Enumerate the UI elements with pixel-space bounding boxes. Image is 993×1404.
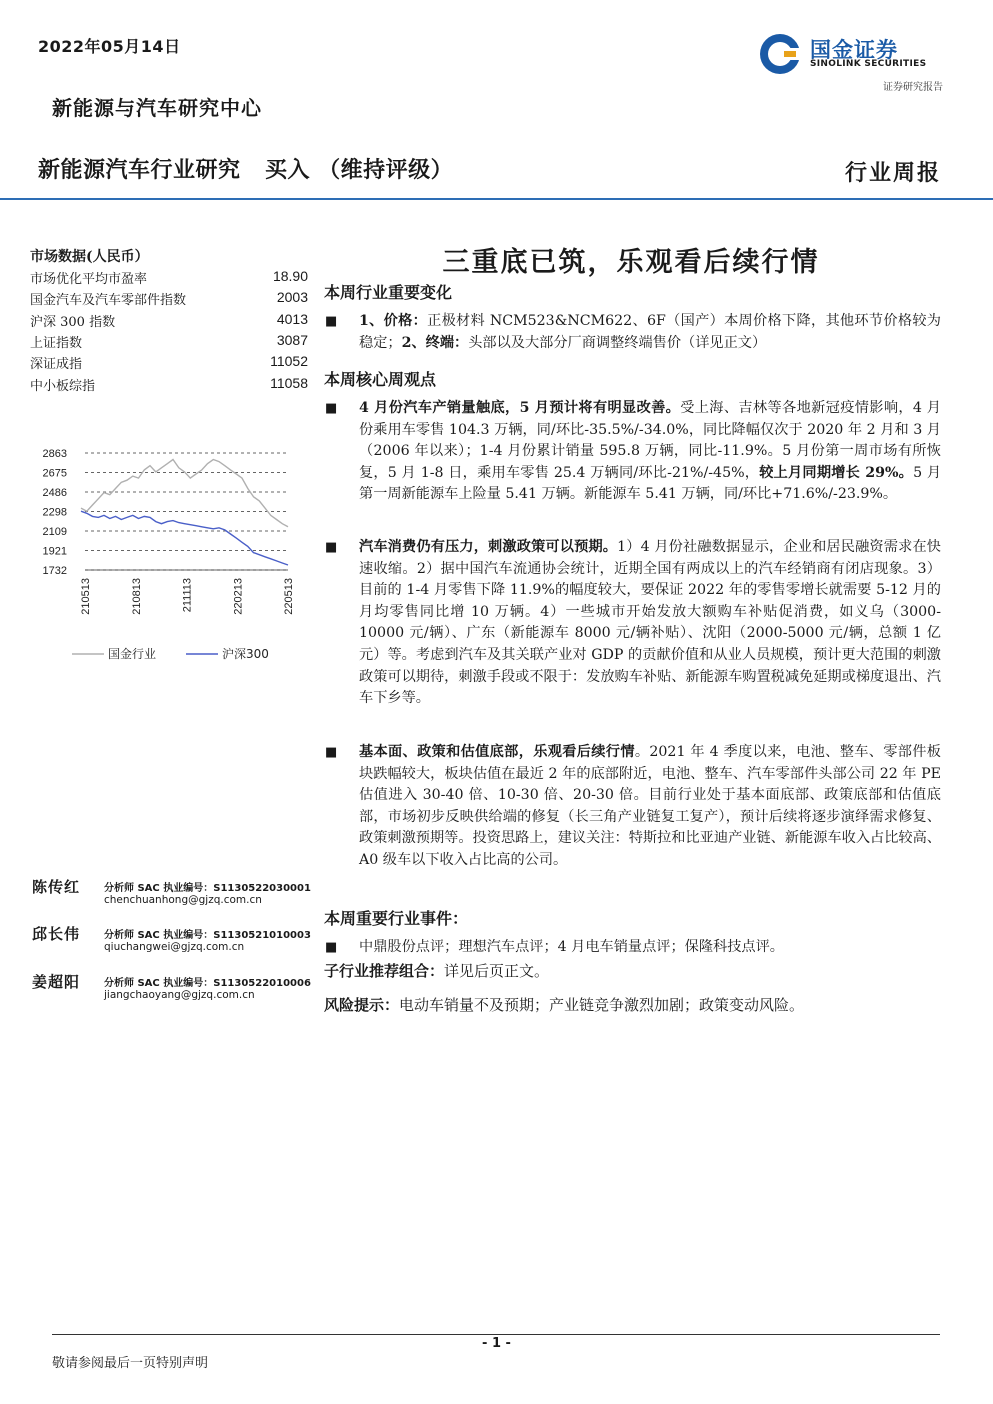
market-row-value: 3087 [276, 332, 308, 348]
core-view-1-highlight: 较上月同期增长 29%。 [759, 464, 914, 481]
market-row [30, 332, 308, 353]
analyst-email[interactable]: chenchuanhong@gjzq.com.cn [104, 894, 262, 906]
portfolio-text: 详见后页正文。 [444, 962, 550, 980]
company-logo [758, 32, 944, 76]
market-row-label: 国金汽车及汽车零部件指数 [30, 293, 187, 308]
header-divider [0, 198, 993, 200]
chart-y-tick-label: 2863 [42, 448, 67, 460]
bullet-square-icon: ■ [325, 401, 338, 416]
portfolio-label: 子行业推荐组合： [324, 962, 445, 980]
section-core-views: 本周核心周观点 [324, 370, 437, 389]
footer-disclaimer: 敬请参阅最后一页特别声明 [52, 1356, 209, 1371]
page-number: - 1 - [482, 1336, 511, 1351]
chart-x-tick-label: 211113 [181, 578, 194, 613]
analyst-email[interactable]: jiangchaoyang@gjzq.com.cn [104, 989, 255, 1001]
portfolio-line [324, 960, 549, 981]
chart-x-tick-label: 220513 [283, 578, 295, 615]
weekly-changes-paragraph [359, 311, 941, 354]
bullet-square-icon: ■ [325, 314, 338, 329]
report-date: 2022年05月14日 [38, 37, 181, 56]
analyst-card [32, 923, 322, 973]
chart-y-tick-label: 1921 [42, 545, 67, 558]
market-row [30, 311, 308, 332]
market-row-value: 11058 [270, 375, 308, 391]
market-data-title: 市场数据(人民币） [30, 249, 149, 265]
logo-subtitle: 证券研究报告 [883, 82, 943, 93]
research-center: 新能源与汽车研究中心 [52, 96, 262, 120]
analyst-sac: 分析师 SAC 执业编号：S1130522030001 [104, 883, 311, 894]
section-industry-events: 本周重要行业事件： [324, 909, 469, 928]
chart-y-tick-label: 2675 [42, 467, 67, 480]
analyst-name: 姜超阳 [32, 973, 81, 991]
analyst-name: 陈传红 [32, 878, 81, 896]
terminal-text: 头部以及大部分厂商调整终端售价（详见正文） [468, 334, 767, 351]
market-row [30, 289, 308, 310]
analyst-email[interactable]: qiuchangwei@gjzq.com.cn [104, 941, 245, 953]
market-row-label: 上证指数 [30, 336, 83, 351]
core-view-1-text-2: 5 月第一周新能源车上险量 5.41 万辆。新能源车 5.41 万辆，同/环比+71.6%/-23.9%。 [359, 464, 942, 503]
market-row-label: 市场优化平均市盈率 [30, 272, 148, 287]
core-view-1-text: 受上海、吉林等各地新冠疫情影响，4 月份乘用车零售 104.3 万辆，同/环比-35.5%/-34.0%，同比降幅仅次于 2020 年 2 月和 3 月（2006 年以来）；1-4 月份累计销量 595.8 万辆，同比-11.9%。5 月份第一周市场有所恢复，5 月 1-8 日，乘用车零售 25.4 万辆同/环比-21%/-45%， [359, 400, 941, 481]
chart-x-tick-label: 220213 [232, 578, 245, 615]
report-title: 新能源汽车行业研究 买入 （维持评级） [38, 158, 454, 183]
core-view-3-heading: 基本面、政策和估值底部，乐观看后续行情 [359, 744, 635, 760]
market-row-value: 4013 [276, 311, 308, 327]
analyst-card [32, 876, 322, 926]
price-label: 1、价格： [359, 313, 428, 329]
logo-chinese-text: 国金证券 [810, 38, 898, 62]
core-view-2-text: 1）4 月份社融数据显示，企业和居民融资需求在快速收缩。2）据中国汽车流通协会统计，近期全国有两成以上的汽车经销商有闭店现象。3）目前的 1-4 月零售下降 11.9%的幅度较大，要保证 2022 年的零售零增长就需要 5-12 月的月均零售同比增 10 万辆。4）一些城市开始发放大额购车补贴促消费，如义乌（3000-10000 元/辆）、广东（新能源车 8000 元/辆补贴）、沈阳（2000-5000 元/辆，总额 1 亿元）等。考虑到汽车及其关联产业对 GDP 的贡献价值和从业人员规模，预计更大范围的刺激政策可以期待，刺激手段或不限于：发放购车补贴、新能源车购置税减免延期或梯度退出、汽车下乡等。 [359, 539, 941, 707]
core-view-1-heading: 4 月份汽车产销量触底，5 月预计将有明显改善。 [359, 400, 681, 416]
analyst-card [32, 971, 322, 1021]
section-weekly-changes: 本周行业重要变化 [324, 283, 453, 302]
market-row-value: 18.90 [272, 268, 308, 284]
chart-series-line [81, 511, 288, 565]
core-view-paragraph-2 [359, 537, 941, 710]
chart-x-tick-label: 210813 [130, 578, 143, 615]
market-row-label: 沪深 300 指数 [30, 315, 116, 330]
core-view-paragraph-1 [359, 398, 941, 506]
footer-divider [52, 1334, 940, 1335]
analyst-name: 邱长伟 [32, 925, 81, 943]
core-view-2-heading: 汽车消费仍有压力，刺激政策可以预期。 [359, 539, 618, 555]
market-row [30, 375, 308, 396]
logo-english-text: SINOLINK SECURITIES [810, 59, 927, 69]
index-trend-chart [30, 440, 310, 680]
chart-y-tick-label: 2298 [42, 506, 67, 519]
chart-y-tick-label: 2109 [42, 526, 67, 538]
chart-y-tick-label: 2486 [42, 487, 67, 499]
chart-legend-label: 国金行业 [108, 647, 157, 661]
bullet-square-icon: ■ [325, 745, 338, 760]
chart-series-line [81, 460, 288, 527]
industry-events-text: 中鼎股份点评；理想汽车点评；4 月电车销量点评；保隆科技点评。 [359, 939, 784, 955]
chart-y-tick-label: 1732 [42, 565, 67, 577]
risk-label: 风险提示： [324, 996, 400, 1014]
chart-x-tick-label: 210513 [80, 578, 92, 615]
market-row [30, 268, 308, 289]
chart-legend-label: 沪深300 [222, 647, 269, 661]
bullet-square-icon: ■ [325, 940, 338, 955]
core-view-paragraph-3 [359, 742, 941, 872]
market-row-label: 中小板综指 [30, 379, 96, 394]
market-row-label: 深证成指 [30, 357, 83, 372]
terminal-label: 2、终端： [401, 334, 469, 351]
risk-text: 电动车销量不及预期；产业链竞争激烈加剧；政策变动风险。 [399, 996, 805, 1014]
analyst-sac: 分析师 SAC 执业编号：S1130521010003 [104, 930, 311, 941]
logo-mark-icon [758, 32, 804, 76]
report-type: 行业周报 [844, 160, 941, 186]
analyst-sac: 分析师 SAC 执业编号：S1130522010006 [104, 978, 311, 989]
market-row-value: 11052 [270, 353, 308, 369]
core-view-3-text: 。2021 年 4 季度以来，电池、整车、零部件板块跌幅较大，板块估值在最近 2 年的底部附近，电池、整车、汽车零部件头部公司 22 年 PE 估值进入 30-40 倍、10-30 倍、20-30 倍。目前行业处于基本面底部、政策底部和估值底部，市场初步反映供给端的修复（长三角产业链复工复产），预计后续将逐步演绎需求修复、政策刺激预期等。投资思路上，建议关注：特斯拉和比亚迪产业链、新能源车收入占比较高、A0 级车以下收入占比高的公司。 [359, 744, 941, 868]
bullet-square-icon: ■ [325, 540, 338, 555]
market-row [30, 353, 308, 374]
main-title: 三重底已筑，乐观看后续行情 [442, 247, 820, 278]
market-row-value: 2003 [276, 289, 308, 305]
price-text: 正极材料 NCM523&NCM622、6F（国产）本周价格下降，其他环节价格较为稳定； [359, 313, 941, 351]
risk-line [324, 994, 804, 1015]
